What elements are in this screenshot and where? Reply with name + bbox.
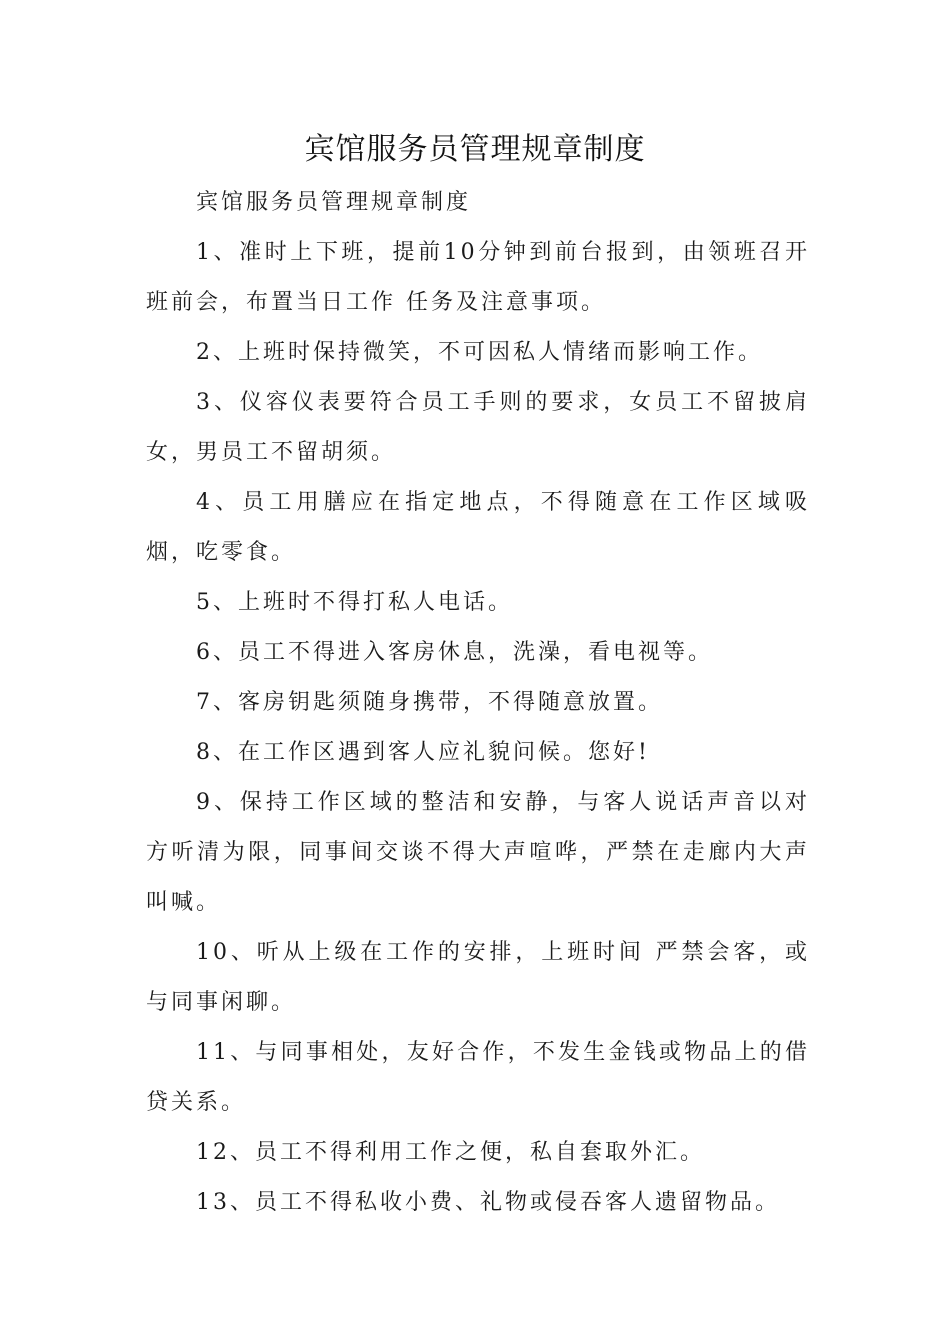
rule-8: 8、在工作区遇到客人应礼貌问候。您好! <box>196 740 650 765</box>
rule-10: 10、听从上级在工作的安排，上班时间 严禁会客，或与同事闲聊。 <box>146 940 810 1015</box>
rule-4: 4、员工用膳应在指定地点，不得随意在工作区域吸烟，吃零食。 <box>146 490 810 565</box>
rule-13: 13、员工不得私收小费、礼物或侵吞客人遗留物品。 <box>196 1190 780 1215</box>
rule-12: 12、员工不得利用工作之便，私自套取外汇。 <box>196 1140 705 1165</box>
rule-2: 2、上班时保持微笑，不可因私人情绪而影响工作。 <box>196 340 763 365</box>
rule-9: 9、保持工作区域的整洁和安静，与客人说话声音以对方听清为限，同事间交谈不得大声喧哗，严禁在走廊内大声叫喊。 <box>146 790 810 915</box>
rule-11: 11、与同事相处，友好合作，不发生金钱或物品上的借贷关系。 <box>146 1040 810 1115</box>
paragraph-subtitle: 宾馆服务员管理规章制度 <box>196 190 472 215</box>
rule-6: 6、员工不得进入客房休息，洗澡，看电视等。 <box>196 640 713 665</box>
rule-3: 3、仪容仪表要符合员工手则的要求，女员工不留披肩女，男员工不留胡须。 <box>146 390 810 465</box>
document-body <box>146 178 810 1228</box>
document-title: 宾馆服务员管理规章制度 <box>304 132 646 167</box>
rule-1: 1、准时上下班，提前10分钟到前台报到，由领班召开班前会，布置当日工作 任务及注意事项。 <box>146 240 810 315</box>
rule-5: 5、上班时不得打私人电话。 <box>196 590 513 615</box>
rule-7: 7、客房钥匙须随身携带，不得随意放置。 <box>196 690 663 715</box>
